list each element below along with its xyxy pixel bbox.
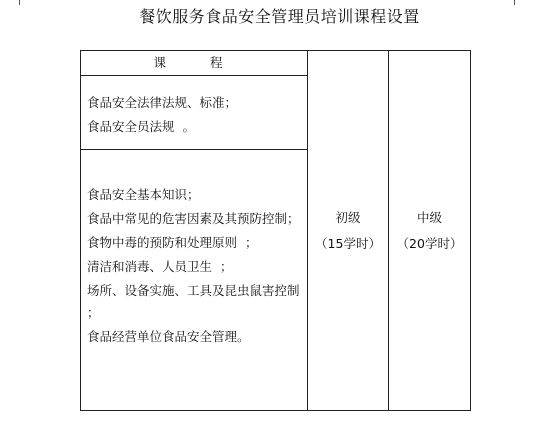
level-name-intermediate: 中级 <box>416 209 442 225</box>
level-cell-intermediate <box>389 51 471 411</box>
course-item: 场所、设备实施、工具及昆虫鼠害控制 ； <box>87 282 308 320</box>
course-item: 食品安全法律法规、标准； <box>87 95 238 111</box>
course-item: 食物中毒的预防和处理原则 ； <box>87 234 258 250</box>
corner-mark-right <box>514 0 515 5</box>
course-block-knowledge <box>81 149 308 410</box>
course-item: 食品安全员法规 。 <box>87 119 195 135</box>
course-item: 食品安全基本知识； <box>87 186 200 202</box>
course-item: 清洁和消毒、人员卫生 ； <box>87 258 233 274</box>
level-hours-primary: （15学时） <box>315 235 381 251</box>
course-item: 食品中常见的危害因素及其预防控制； <box>87 210 300 226</box>
course-header-cell <box>81 51 308 76</box>
course-table <box>80 50 471 411</box>
course-item: 食品经营单位食品安全管理。 <box>87 328 250 344</box>
course-block-laws <box>81 76 308 150</box>
corner-mark-left <box>19 0 20 5</box>
table-header-row <box>81 51 471 76</box>
level-cell-primary <box>308 51 389 411</box>
level-name-primary: 初级 <box>335 209 361 225</box>
page-title: 餐饮服务食品安全管理员培训课程设置 <box>139 7 420 26</box>
course-header-label: 课 程 <box>153 55 243 70</box>
level-hours-intermediate: （20学时） <box>396 235 463 251</box>
